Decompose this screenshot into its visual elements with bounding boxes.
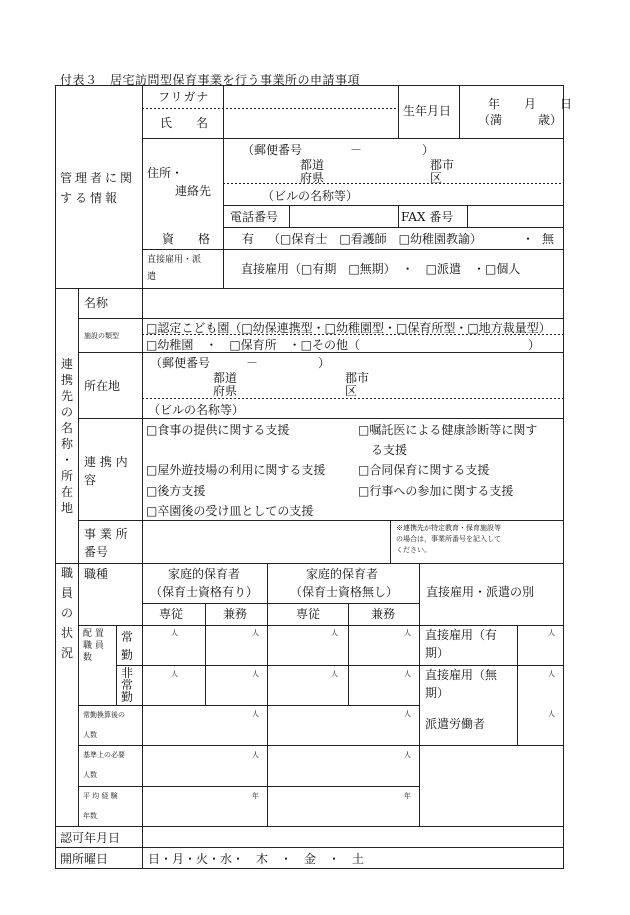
unit-fulltime-a1: 人	[171, 629, 178, 637]
unit-parttime-b2: 人	[404, 670, 411, 678]
unit-parttime-b1: 人	[331, 670, 338, 678]
partner-todofuken-2: 府県	[213, 384, 238, 398]
qualification-yes: 有	[242, 232, 255, 246]
office-number-label-1: 事 業 所	[84, 527, 128, 541]
partner-shikuchoson-1: 郡市	[345, 371, 370, 385]
direct-fixed-label-1: 直接雇用（有	[425, 628, 498, 642]
unit-parttime-emp: 人	[548, 670, 555, 678]
partner-section-char-5: 名	[61, 421, 74, 435]
parttime-label-2: 常	[121, 678, 134, 692]
staff-section-char-3: の	[61, 606, 74, 620]
unit-required-a: 人	[252, 751, 259, 759]
col-a-fulltime: 専従	[159, 607, 184, 621]
fte-label-2: 人数	[83, 731, 97, 739]
direct-perm-label-2: 期）	[425, 686, 450, 700]
partner-todofuken-1: 都道	[213, 371, 238, 385]
birthdate-ymd: 年 月 日	[488, 97, 573, 111]
partner-section-char-3: 先	[61, 389, 74, 403]
assigned-label-1: 配 置	[83, 629, 104, 639]
partner-section-char-8: 所	[61, 469, 74, 483]
col-a-dual: 兼務	[223, 607, 248, 621]
col-b-title: 家庭的保育者	[306, 567, 379, 581]
staff-section-char-1: 職	[61, 566, 74, 580]
fulltime-label-2: 勤	[121, 648, 134, 662]
unit-dispatch: 人	[548, 710, 555, 718]
unit-exp-a: 年	[252, 792, 259, 800]
parttime-label-3: 勤	[121, 690, 134, 704]
required-label-2: 人数	[83, 771, 97, 779]
partner-building: （ビルの名称等）	[148, 403, 245, 417]
employment-type-header: 直接雇用・派遣の別	[426, 585, 535, 599]
facility-type-row2: □幼稚園 ・ □保育所 ・□その他（ ）	[146, 338, 541, 352]
facility-type-label: 施設の類型	[84, 332, 119, 340]
col-a-subtitle: （保育士資格有り）	[150, 585, 259, 599]
col-b-dual: 兼務	[371, 607, 396, 621]
col-a-title: 家庭的保育者	[168, 567, 241, 581]
direct-fixed-label-2: 期）	[425, 646, 450, 660]
furigana-label: フリガナ	[158, 90, 210, 104]
content-label-2: 容	[84, 473, 97, 487]
unit-fulltime-b1: 人	[331, 629, 338, 637]
required-label-1: 基準上の必要	[83, 751, 125, 759]
partner-section-char-6: 称	[61, 437, 74, 451]
office-note-3: ください。	[396, 546, 431, 554]
name-label: 氏 名	[160, 116, 209, 130]
facility-type-row1: □認定こども園（□幼保連携型・□幼稚園型・□保育所型・□地方裁量型）	[146, 321, 551, 335]
partner-section-char-2: 携	[61, 373, 74, 387]
content-label-1: 連 携 内	[84, 455, 128, 469]
fax-label: FAX 番号	[401, 210, 454, 224]
staff-section-char-4: 状	[61, 626, 74, 640]
birthdate-age: （満 歳）	[478, 113, 563, 127]
content-item-playground: □屋外遊技場の利用に関する支援	[146, 463, 326, 477]
manager-shikuchoson-2: 区	[430, 171, 443, 185]
fte-label-1: 常勤換算後の	[83, 711, 125, 719]
assigned-label-2: 職 員	[83, 641, 104, 651]
partner-section-char-9: 在	[61, 485, 74, 499]
office-note-2: の場合は，事業所番号を記入して	[396, 535, 501, 543]
qualification-options: （□保育士 □看護師 □幼稚園教諭）	[268, 232, 483, 246]
employment-value: 直接雇用（□有期 □無期） ・ □派遣 ・□個人	[241, 262, 521, 276]
unit-parttime-a1: 人	[171, 670, 178, 678]
partner-shikuchoson-2: 区	[345, 384, 358, 398]
partner-postal: （郵便番号 － ）	[150, 356, 331, 370]
content-item-joint: □合同保育に関する支援	[358, 463, 490, 477]
open-days-label: 開所曜日	[60, 852, 109, 866]
avg-exp-label-2: 年数	[83, 812, 97, 820]
content-item-graduation: □卒園後の受け皿としての支援	[146, 504, 314, 518]
manager-todofuken-1: 都道	[300, 158, 325, 172]
partner-section-char-1: 連	[61, 357, 74, 371]
col-b-fulltime: 専従	[296, 607, 321, 621]
parttime-label-1: 非	[121, 666, 134, 680]
birthdate-label: 生年月日	[403, 104, 452, 118]
office-number-label-2: 番号	[84, 545, 109, 559]
unit-fulltime-emp: 人	[548, 629, 555, 637]
manager-section-label-2: する情報	[60, 191, 121, 205]
qualification-no: 無	[542, 232, 555, 246]
unit-fulltime-a2: 人	[252, 629, 259, 637]
partner-name-label: 名称	[84, 296, 109, 310]
address-label-1: 住所・	[147, 166, 184, 180]
manager-postal: （郵便番号 － ）	[242, 143, 435, 157]
staff-type-label: 職種	[84, 567, 109, 581]
content-item-backup: □後方支援	[146, 484, 206, 498]
unit-required-b: 人	[404, 751, 411, 759]
unit-fte-a: 人	[252, 710, 259, 718]
fulltime-label-1: 常	[121, 630, 134, 644]
partner-section-char-10: 地	[61, 501, 74, 515]
employment-label-1: 直接雇用・派	[147, 255, 202, 265]
col-b-subtitle: （保育士資格無し）	[290, 585, 399, 599]
partner-address-label: 所在地	[84, 379, 121, 393]
approval-date-label: 認可年月日	[60, 831, 121, 845]
phone-label: 電話番号	[230, 210, 279, 224]
partner-section-char-4: の	[61, 405, 74, 419]
avg-exp-label-1: 平 均 経 験	[83, 792, 118, 800]
unit-exp-b: 年	[404, 792, 411, 800]
direct-perm-label-1: 直接雇用（無	[425, 668, 498, 682]
qualification-label: 資 格	[162, 232, 211, 246]
manager-section-label-1: 管理者に関	[60, 171, 136, 185]
staff-section-char-5: 況	[61, 646, 74, 660]
manager-shikuchoson-1: 郡市	[430, 158, 455, 172]
unit-fulltime-b2: 人	[404, 629, 411, 637]
qualification-sep: ・	[522, 232, 535, 246]
content-item-meals: □食事の提供に関する支援	[146, 423, 290, 437]
partner-section-char-7: ・	[61, 453, 74, 467]
content-item-events: □行事への参加に関する支援	[358, 484, 514, 498]
dispatch-label: 派遣労働者	[425, 717, 486, 731]
content-item-doctor-cont: る支援	[371, 443, 408, 457]
employment-label-2: 遣	[147, 272, 157, 282]
assigned-label-3: 数	[83, 653, 93, 663]
unit-fte-b: 人	[404, 710, 411, 718]
manager-todofuken-2: 府県	[300, 171, 325, 185]
form-caption: 付表３ 居宅訪問型保育事業を行う事業所の申請事項	[60, 73, 361, 87]
open-days-value: 日・月・火・水・ 木 ・ 金 ・ 土	[148, 852, 365, 866]
content-item-doctor: □嘱託医による健康診断等に関す	[358, 423, 538, 437]
staff-section-char-2: 員	[61, 586, 74, 600]
office-note-1: ※連携先が特定教育・保育施設等	[396, 524, 501, 532]
manager-building: （ビルの名称等）	[262, 189, 359, 203]
address-label-2: 連絡先	[175, 184, 212, 198]
unit-parttime-a2: 人	[252, 670, 259, 678]
